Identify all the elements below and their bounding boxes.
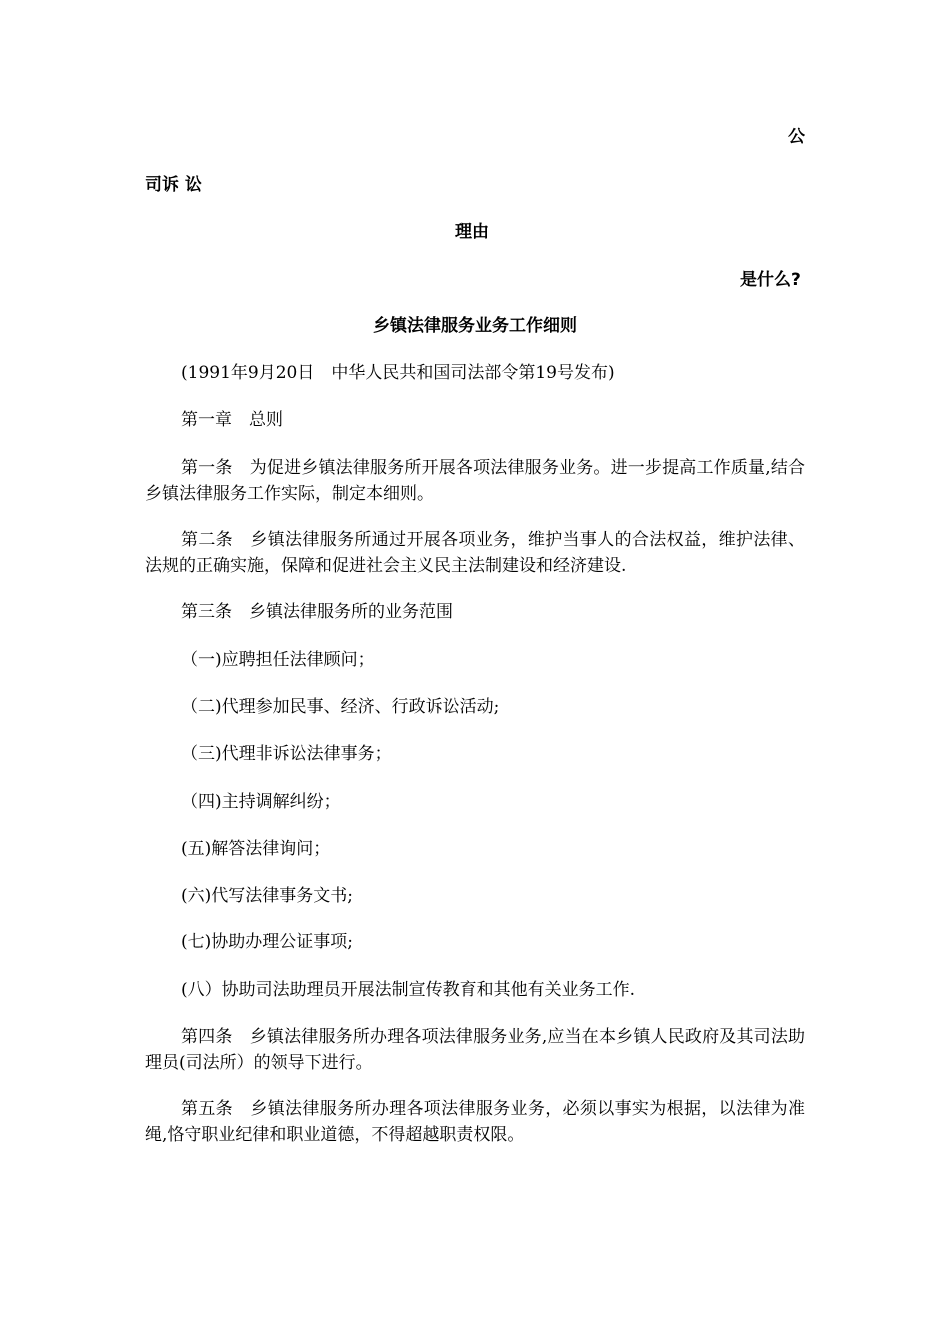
article-4: 第四条 乡镇法律服务所办理各项法律服务业务,应当在本乡镇人民政府及其司法助理员(司法所）的领导下进行。 [145,1027,805,1073]
chapter-heading: 第一章 总则 [181,410,283,430]
article-5: 第五条 乡镇法律服务所办理各项法律服务业务，必须以事实为根据，以法律为准绳,恪守职业纪律和职业道德，不得超越职责权限。 [145,1099,805,1145]
document-title: 乡镇法律服务业务工作细则 [373,316,577,336]
header-fragment-1: 公 [788,127,805,147]
scope-item-1: （一)应聘担任法律顾问； [181,650,375,670]
header-fragment-2: 司诉 讼 [145,175,202,195]
header-fragment-3: 理由 [455,222,489,242]
issuance-note: (1991年9月20日 中华人民共和国司法部令第19号发布) [181,363,615,383]
scope-item-7: (七)协助办理公证事项; [181,932,353,952]
scope-item-6: (六)代写法律事务文书; [181,886,353,906]
scope-item-3: （三)代理非诉讼法律事务； [181,744,392,764]
header-fragment-4: 是什么? [740,270,801,290]
article-1: 第一条 为促进乡镇法律服务所开展各项法律服务业务。进一步提高工作质量,结合乡镇法律服务工作实际，制定本细则。 [145,458,805,504]
scope-item-2: （二)代理参加民事、经济、行政诉讼活动; [181,697,500,717]
scope-item-4: （四)主持调解纠纷； [181,792,341,812]
scope-item-5: (五)解答法律询问； [181,839,331,859]
article-2: 第二条 乡镇法律服务所通过开展各项业务，维护当事人的合法权益，维护法律、法规的正确实施，保障和促进社会主义民主法制建设和经济建设. [145,530,805,576]
article-3: 第三条 乡镇法律服务所的业务范围 [181,602,453,622]
scope-item-8: (八）协助司法助理员开展法制宣传教育和其他有关业务工作. [181,980,636,1000]
